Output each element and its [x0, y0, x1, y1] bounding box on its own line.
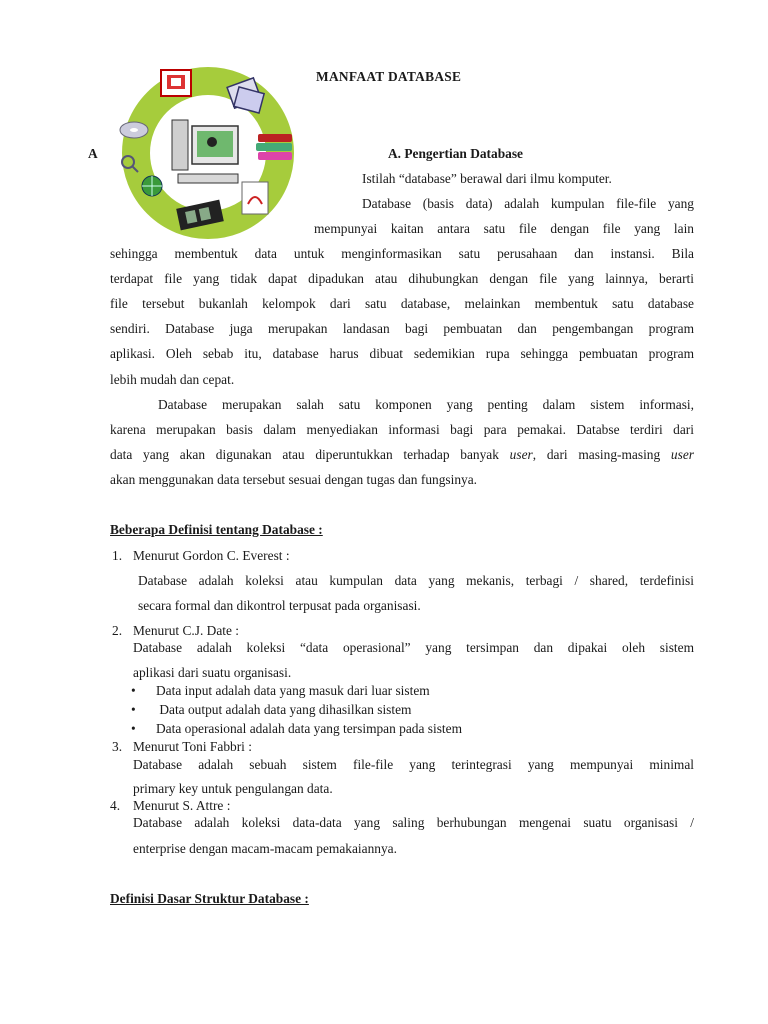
stray-letter: A	[88, 146, 98, 161]
para1-line: mempunyai kaitan antara satu file dengan file yang lain	[314, 221, 694, 236]
list-item-line: aplikasi dari suatu organisasi.	[133, 665, 292, 680]
pdf-document-icon	[242, 182, 268, 214]
books-icon	[256, 134, 292, 160]
globe-icon	[142, 176, 162, 196]
bullet-item: Data output adalah data yang dihasilkan sistem	[156, 702, 412, 717]
list-item-title: Menurut Gordon C. Everest :	[133, 548, 290, 563]
presentation-icon	[161, 70, 191, 96]
para2-line-user	[110, 447, 694, 463]
user-term: user	[509, 447, 533, 462]
bullet-item: Data operasional adalah data yang tersimpan pada sistem	[156, 721, 463, 736]
list-item-line: secara formal dan dikontrol terpusat pada organisasi.	[138, 598, 421, 613]
list-number: 3.	[112, 739, 123, 754]
para1-line: aplikasi. Oleh sebab itu, database harus dibuat sedemikian rupa sehingga pembuatan program	[110, 346, 694, 361]
bullet-item: Data input adalah data yang masuk dari luar sistem	[156, 683, 430, 698]
para2-line: karena merupakan basis dalam menyediakan informasi bagi para pemakai. Databse terdiri dari	[110, 422, 694, 437]
para1-line: terdapat file yang tidak dapat dipadukan atau dihubungkan dengan file yang lainnya, berarti	[110, 271, 694, 286]
list-number: 1.	[112, 548, 123, 563]
computer-cycle-illustration	[108, 64, 308, 242]
structure-heading: Definisi Dasar Struktur Database :	[110, 891, 309, 906]
list-item-line: Database adalah koleksi atau kumpulan data yang mekanis, terbagi / shared, terdefinisi	[138, 573, 694, 588]
para1-line: lebih mudah dan cepat.	[110, 372, 235, 387]
list-item-line: enterprise dengan macam-macam pemakaiannya.	[133, 841, 397, 856]
illustration-svg	[108, 64, 308, 242]
intro-line: Istilah “database” berawal dari ilmu komputer.	[362, 171, 612, 186]
para2-text: , dari masing-masing	[532, 447, 661, 462]
definitions-heading: Beberapa Definisi tentang Database :	[110, 522, 323, 537]
disc-icon	[120, 122, 148, 138]
para2-text: data yang akan digunakan atau diperuntukkan terhadap banyak	[110, 447, 499, 462]
list-number: 2.	[112, 623, 123, 638]
bullet-icon: •	[131, 702, 136, 717]
bullet-icon: •	[131, 683, 136, 698]
section-heading: A. Pengertian Database	[388, 146, 524, 161]
list-item-title: Menurut Toni Fabbri :	[133, 739, 252, 754]
para1-line: Database (basis data) adalah kumpulan file-file yang	[362, 196, 694, 211]
list-number: 4.	[110, 798, 121, 813]
list-item-title: Menurut C.J. Date :	[133, 623, 239, 638]
bullet-icon: •	[131, 721, 136, 736]
para2-line: akan menggunakan data tersebut sesuai dengan tugas dan fungsinya.	[110, 472, 478, 487]
page-title: MANFAAT DATABASE	[316, 69, 462, 84]
list-item-line: Database adalah sebuah sistem file-file yang terintegrasi yang mempunyai minimal	[133, 757, 694, 772]
list-item-line: Database adalah koleksi data-data yang saling berhubungan mengenai suatu organisasi /	[133, 815, 694, 830]
list-item-line: primary key untuk pengulangan data.	[133, 781, 333, 796]
para1-line: sendiri. Database juga merupakan landasan bagi pembuatan dan pengembangan program	[110, 321, 694, 336]
user-term: user	[670, 447, 694, 462]
para1-line: file tersebut bukanlah kelompok dari satu database, melainkan membentuk satu database	[110, 296, 694, 311]
para2-line: Database merupakan salah satu komponen yang penting dalam sistem informasi,	[158, 397, 694, 412]
list-item-title: Menurut S. Attre :	[133, 798, 231, 813]
list-item-line: Database adalah koleksi “data operasional” yang tersimpan dan dipakai oleh sistem	[133, 640, 694, 655]
para1-line: sehingga membentuk data untuk menginformasikan satu perusahaan dan instansi. Bila	[110, 246, 694, 261]
computer-icon	[172, 120, 238, 183]
